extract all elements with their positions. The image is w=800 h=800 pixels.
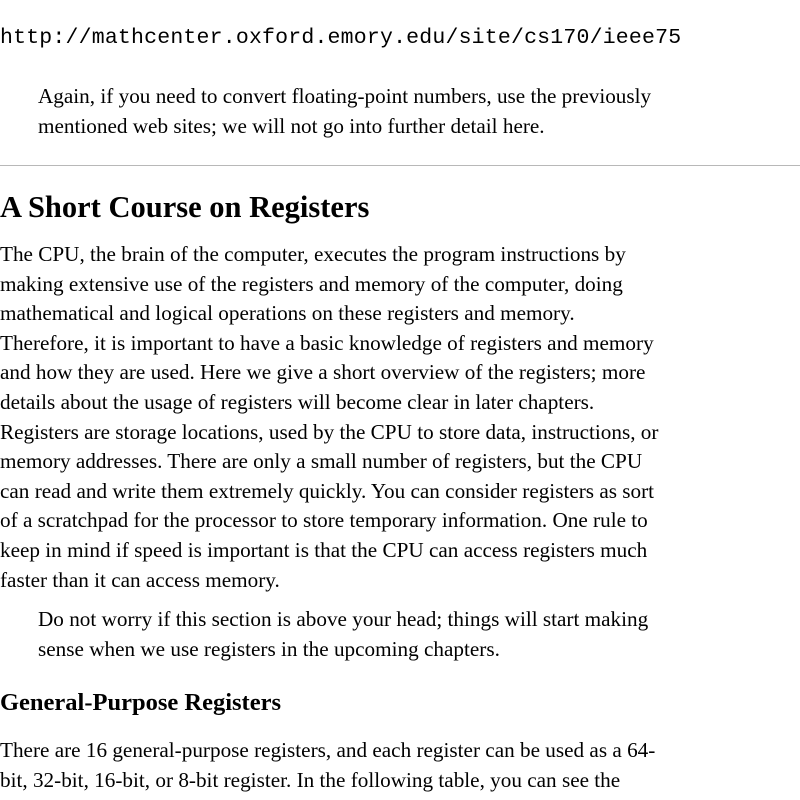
text-line: keep in mind if speed is important is that the CPU can access registers much xyxy=(0,537,648,562)
text-line: faster than it can access memory. xyxy=(0,567,280,592)
text-line: Registers are storage locations, used by the CPU to store data, instructions, or xyxy=(0,419,659,444)
text-line: The CPU, the brain of the computer, executes the program instructions by xyxy=(0,242,626,266)
text-line: There are 16 general-purpose registers, and each register can be used as a 64- xyxy=(0,738,656,762)
text-line: Therefore, it is important to have a basic knowledge of registers and memory xyxy=(0,330,654,355)
section-paragraph-1 xyxy=(0,240,800,595)
text-line: of a scratchpad for the processor to store temporary information. One rule to xyxy=(0,508,648,533)
text-line: Again, if you need to convert floating-point numbers, use the previously xyxy=(38,84,652,108)
text-line: mathematical and logical operations on these registers and memory. xyxy=(0,301,575,326)
horizontal-divider xyxy=(0,165,800,166)
text-line: can read and write them extremely quickly. You can consider registers as sort xyxy=(0,478,655,503)
text-line: making extensive use of the registers and memory of the computer, doing xyxy=(0,271,623,296)
subsection-heading: General-Purpose Registers xyxy=(0,689,281,716)
text-line: mentioned web sites; we will not go into further detail here. xyxy=(38,113,545,138)
section-heading: A Short Course on Registers xyxy=(0,190,370,224)
intro-paragraph xyxy=(0,82,800,141)
text-line: Do not worry if this section is above your head; things will start making xyxy=(38,607,649,631)
text-line: memory addresses. There are only a small number of registers, but the CPU xyxy=(0,449,643,474)
subsection-paragraph xyxy=(0,736,800,795)
url-text: http://mathcenter.oxford.emory.edu/site/cs170/ieee75 xyxy=(0,26,682,50)
section-paragraph-2 xyxy=(0,605,800,664)
text-line: and how they are used. Here we give a short overview of the registers; more xyxy=(0,360,646,385)
text-line: sense when we use registers in the upcoming chapters. xyxy=(38,636,500,661)
text-line: bit, 32-bit, 16-bit, or 8-bit register. In the following table, you can see the xyxy=(0,767,621,792)
text-line: details about the usage of registers will become clear in later chapters. xyxy=(0,389,595,414)
